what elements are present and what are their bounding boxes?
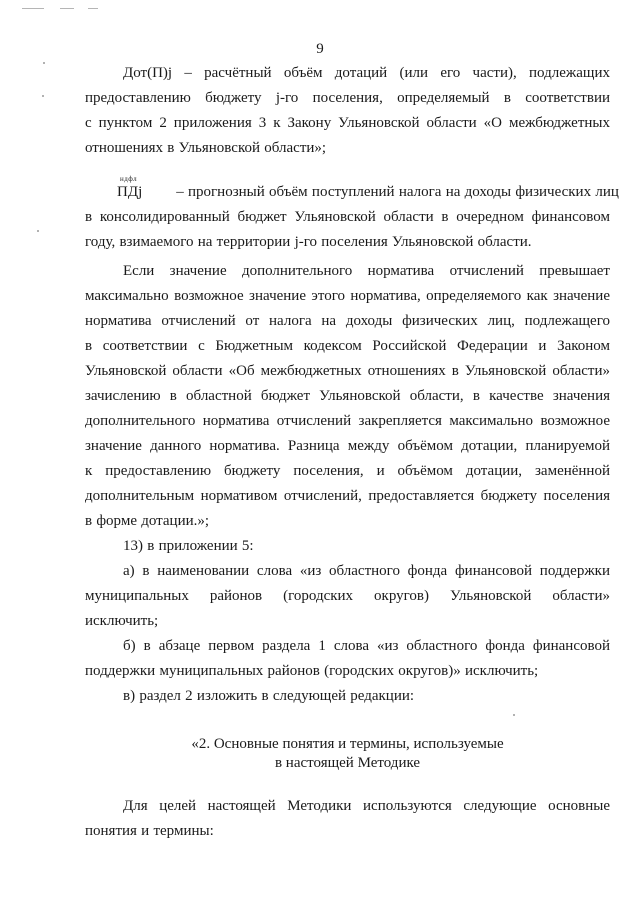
paragraph-line: Для целей настоящей Методики используются следующие основные [123,798,610,814]
page-number: 9 [316,41,324,57]
paragraph-line: предоставлению бюджету j-го поселения, определяемый в соответствии [85,90,610,106]
paragraph-line: отношениях в Ульяновской области»; [85,140,327,156]
paragraph-line: зачислению в областной бюджет Ульяновской области, в качестве значения [85,388,610,404]
paragraph-line: муниципальных районов (городских округов) Ульяновской области» [85,588,610,604]
scan-artifact [60,8,74,9]
paragraph-line: дополнительным нормативом отчислений, предоставляется бюджету поселения [85,488,610,504]
paragraph-line: понятия и термины: [85,823,214,839]
paragraph-line: 13) в приложении 5: [123,538,254,554]
paragraph-line: году, взимаемого на территории j-го поселения Ульяновской области. [85,234,532,250]
paragraph-line: ПДj – прогнозный объём поступлений налога на доходы физических лиц [117,184,619,200]
paragraph-line: значение данного норматива. Разница между объёмом дотации, планируемой [85,438,610,454]
paragraph-line: в консолидированный бюджет Ульяновской области в очередном финансовом [85,209,610,225]
scan-artifact [513,714,515,716]
scan-artifact [42,95,44,97]
scan-artifact [43,62,45,64]
scan-artifact [37,230,39,232]
paragraph-line: в) раздел 2 изложить в следующей редакции: [123,688,415,704]
paragraph-line: Дот(П)j – расчётный объём дотаций (или его части), подлежащих [123,65,610,81]
paragraph-line: норматива отчислений от налога на доходы физических лиц, подлежащего [85,313,610,329]
paragraph-line: к предоставлению бюджету поселения, и объёмом дотации, заменённой [85,463,610,479]
section-heading: «2. Основные понятия и термины, используемые [191,736,504,752]
superscript-label: ндфл [120,175,138,183]
scan-artifact [88,8,98,9]
scan-artifact [22,8,44,9]
paragraph-line: в соответствии с Бюджетным кодексом Российской Федерации и Законом [85,338,610,354]
paragraph-line: максимально возможное значение этого норматива, определяемого как значение [85,288,610,304]
paragraph-line: дополнительного норматива отчислений закрепляется максимально возможное [85,413,610,429]
paragraph-line: а) в наименовании слова «из областного фонда финансовой поддержки [123,563,610,579]
paragraph-line: с пунктом 2 приложения 3 к Закону Ульяновской области «О межбюджетных [85,115,610,131]
paragraph-line: поддержки муниципальных районов (городских округов)» исключить; [85,663,539,679]
section-heading: в настоящей Методике [274,755,421,771]
paragraph-line: б) в абзаце первом раздела 1 слова «из областного фонда финансовой [123,638,610,654]
paragraph-line: в форме дотации.»; [85,513,210,529]
paragraph-line: исключить; [85,613,159,629]
paragraph-line: Если значение дополнительного норматива отчислений превышает [123,263,610,279]
paragraph-line: Ульяновской области «Об межбюджетных отношениях в Ульяновской области» [85,363,610,379]
